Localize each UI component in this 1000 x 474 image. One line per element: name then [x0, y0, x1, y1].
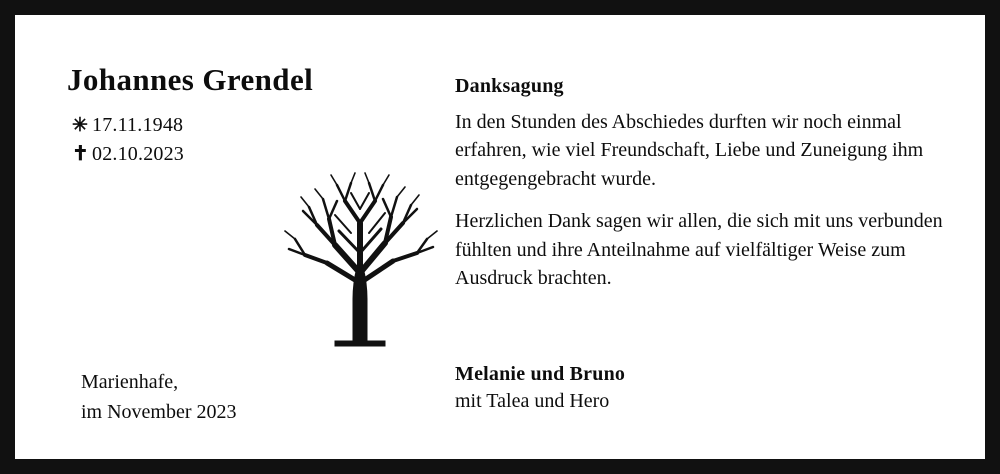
signature-block [455, 363, 945, 413]
thanks-paragraph-1: In den Stunden des Abschiedes durften wir noch einmal erfahren, wie viel Freundschaft, Liebe und Zuneigung ihm entgegengebracht wurde. [455, 111, 924, 190]
bare-tree-icon [265, 163, 455, 353]
place-and-date [81, 367, 237, 427]
birth-date-row [72, 111, 427, 140]
signature-sub: mit Talea und Hero [455, 390, 610, 412]
life-dates [72, 111, 427, 169]
page-title: Johannes Grendel [67, 62, 314, 97]
signature-names: Melanie und Bruno [455, 363, 626, 385]
thanks-title: Danksagung [455, 75, 564, 97]
notice-inner-frame [12, 12, 988, 462]
cross-death-icon: ✝ [72, 143, 89, 166]
birth-date-value: 17.11.1948 [92, 114, 184, 137]
deceased-details-column [67, 63, 427, 169]
thanks-paragraph-2: Herzlichen Dank sagen wir allen, die sich mit uns verbunden fühlten und ihre Anteilnahme auf vielfältiger Weise zum Ausdruck brachten. [455, 210, 943, 289]
place-line-1: Marienhafe, [81, 371, 179, 393]
thanks-column [455, 75, 945, 292]
death-date-value: 02.10.2023 [92, 143, 184, 166]
asterisk-birth-icon: ✳ [72, 115, 88, 137]
place-line-2: im November 2023 [81, 401, 237, 423]
